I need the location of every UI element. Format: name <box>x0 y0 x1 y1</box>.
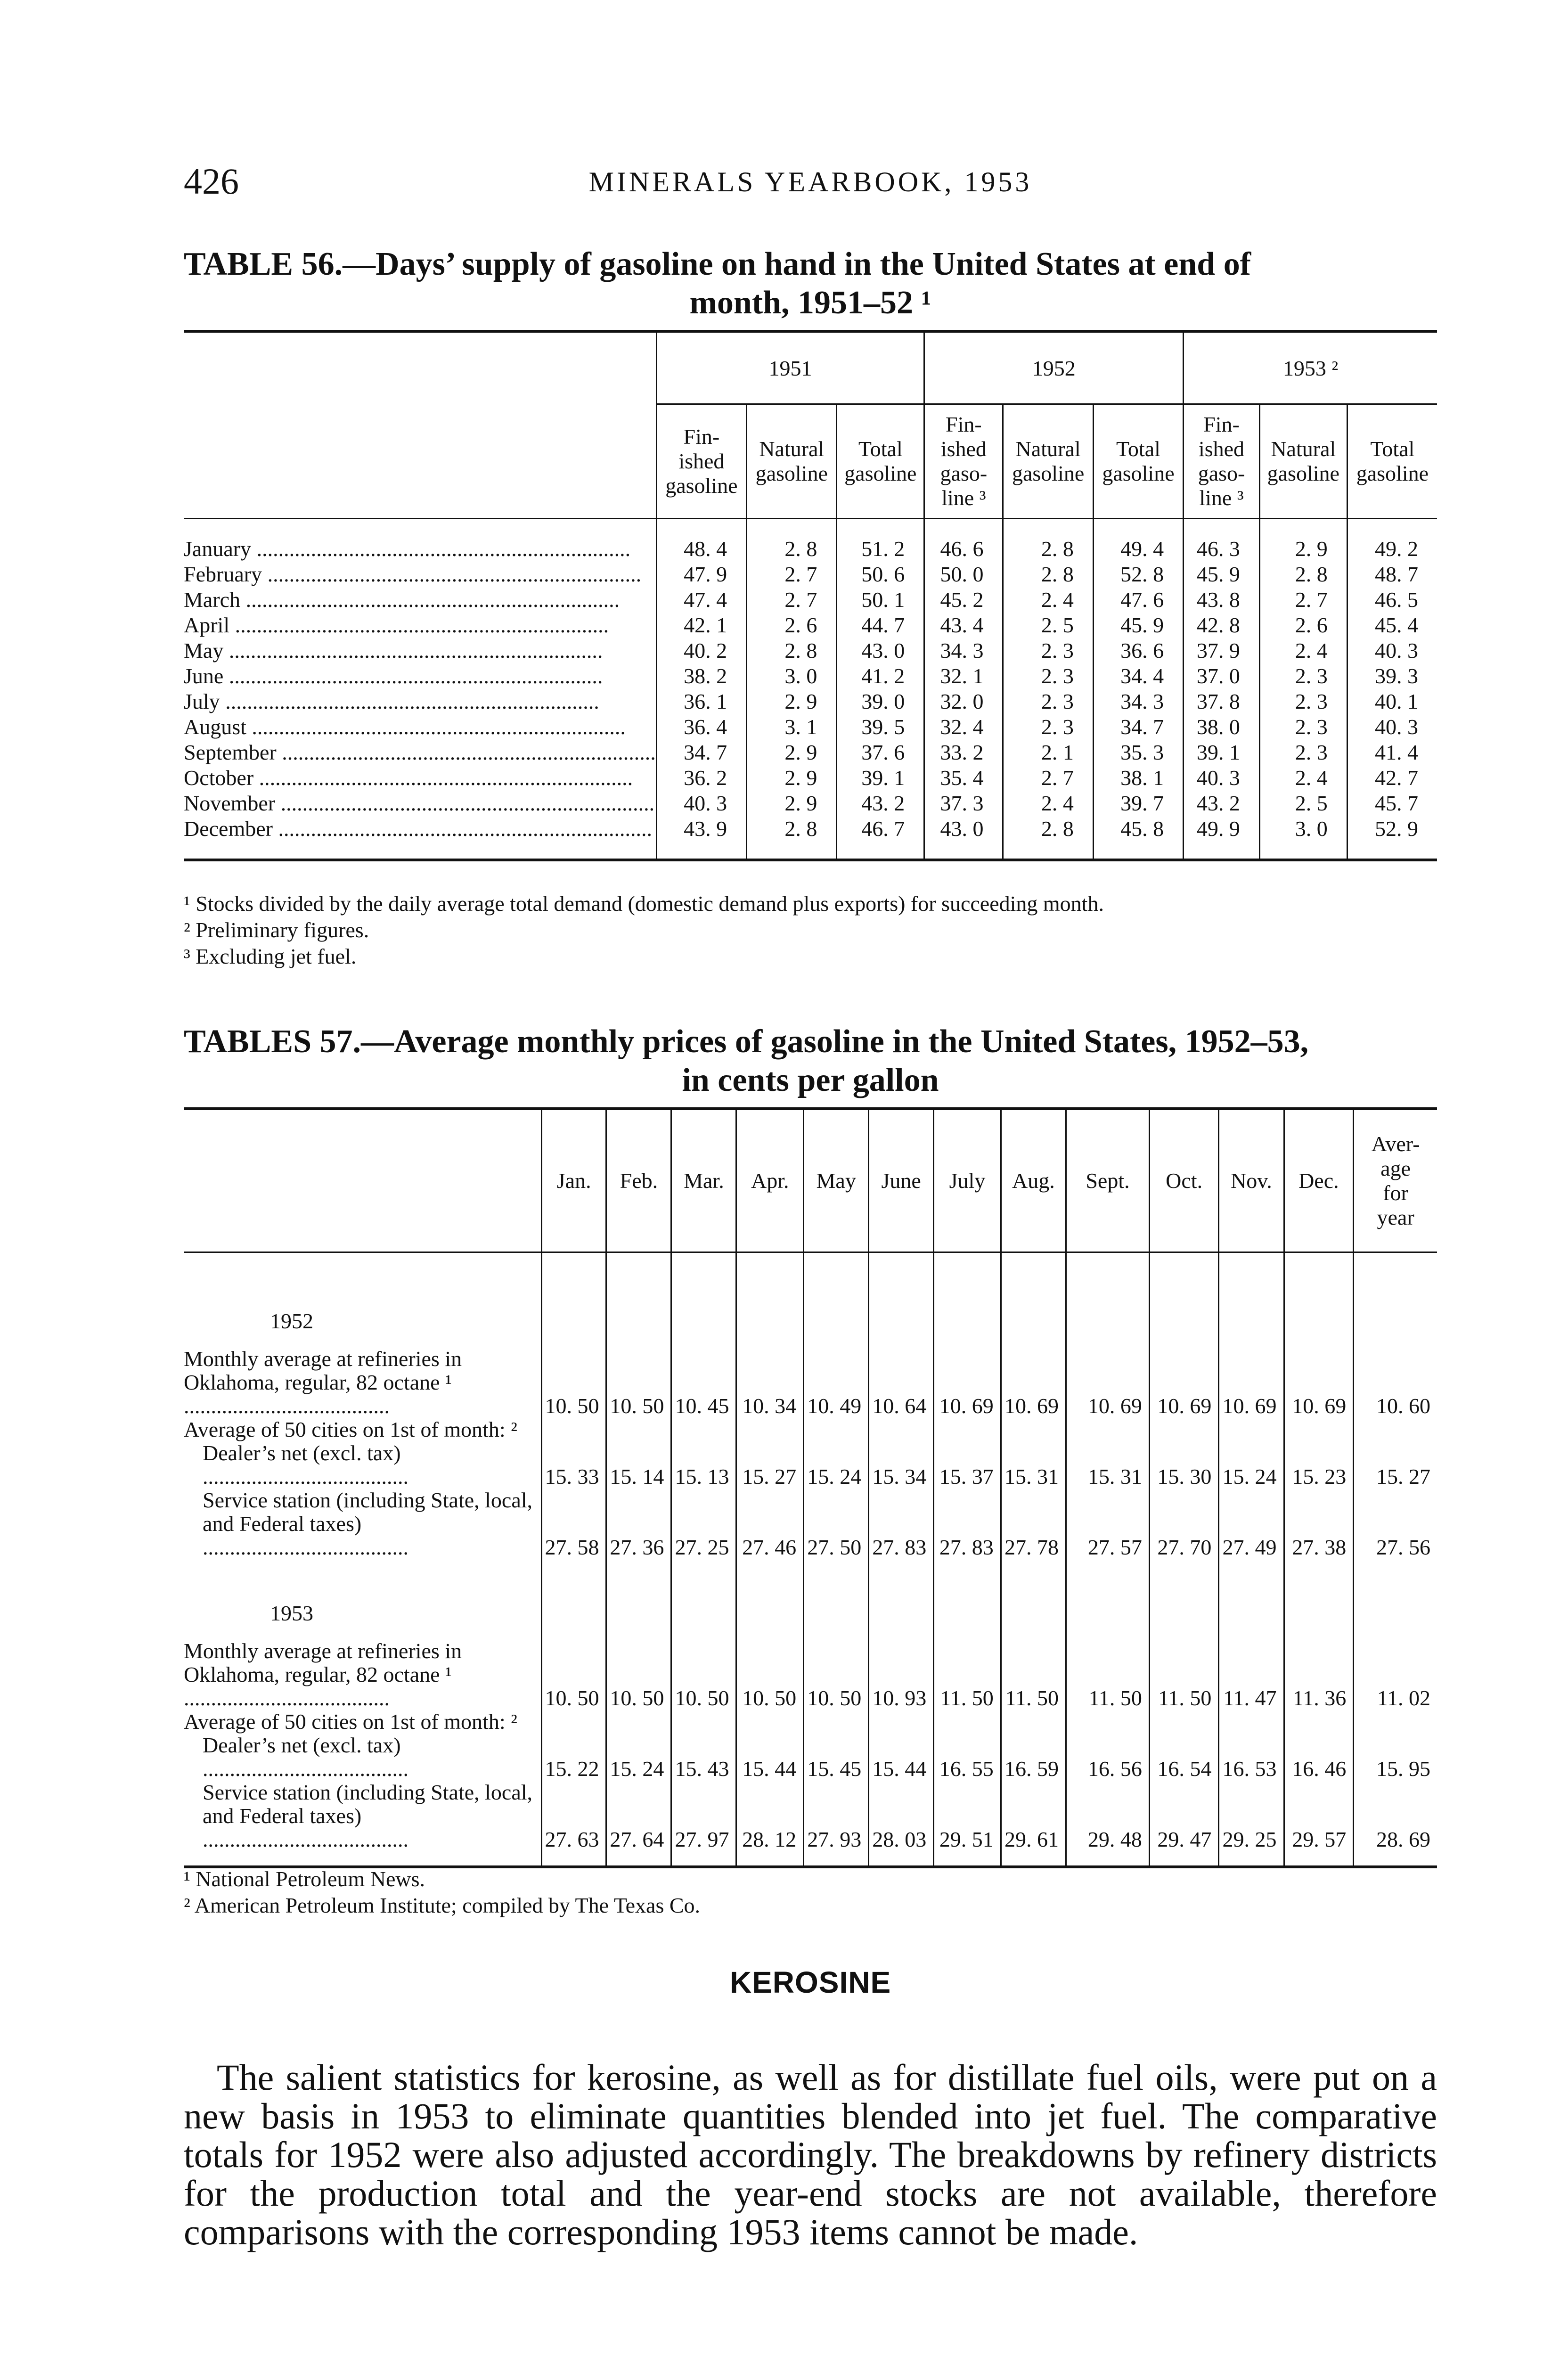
table57-cell: 16. 56 <box>1066 1734 1150 1781</box>
table57-cell: 27. 83 <box>934 1489 1001 1559</box>
table56-row <box>184 714 1437 740</box>
table56-cell: 2. 3 <box>1259 740 1347 765</box>
table56-caption <box>184 245 1437 322</box>
table56-cell: 2. 7 <box>747 562 837 587</box>
table56-cell: 2. 3 <box>1259 663 1347 689</box>
table57-cell: 27. 38 <box>1284 1489 1354 1559</box>
table56-cell: 46. 7 <box>837 816 924 842</box>
table57-cell: 29. 61 <box>1001 1781 1066 1851</box>
table56-cell: 2. 3 <box>1003 663 1093 689</box>
table56-cell: 45. 9 <box>1184 562 1260 587</box>
table57-cell: 10. 50 <box>606 1347 671 1418</box>
table56-col-head: Fin- ished gaso- line ³ <box>924 404 1003 519</box>
table56-cell: 2. 4 <box>1259 765 1347 791</box>
table57-label-text: Service station (including State, local, and Federal taxes) ..... <box>203 1780 532 1851</box>
table57-cell: 16. 59 <box>1001 1734 1066 1781</box>
table56-month: June ..... <box>184 663 656 689</box>
table56-col-head: Total gasoline <box>837 404 924 519</box>
table57-caption <box>184 1023 1437 1100</box>
table57-cell: 27. 25 <box>671 1489 736 1559</box>
table57-cell: 15. 27 <box>736 1441 804 1489</box>
table57-label-refinery <box>184 1639 541 1710</box>
table57-cell: 10. 69 <box>1066 1347 1150 1418</box>
table56-cell: 43. 4 <box>924 613 1003 638</box>
table56-cell: 2. 6 <box>1259 613 1347 638</box>
table56-cell: 34. 3 <box>1093 689 1183 714</box>
table56-cell: 40. 3 <box>1184 765 1260 791</box>
table57 <box>184 1107 1437 1868</box>
table56-row <box>184 562 1437 587</box>
table57-cell: 11. 36 <box>1284 1639 1354 1710</box>
table57-cell: 11. 50 <box>1149 1639 1218 1710</box>
table57-year: 1953 <box>270 1601 313 1625</box>
table56-row <box>184 638 1437 663</box>
table57-cell: 10. 69 <box>1284 1347 1354 1418</box>
table57-cell: 27. 58 <box>541 1489 606 1559</box>
table56-cell: 43. 2 <box>837 791 924 816</box>
table56-cell: 39. 1 <box>837 765 924 791</box>
table57-cell: 10. 34 <box>736 1347 804 1418</box>
table56-month: August ..... <box>184 714 656 740</box>
table57-row-refinery <box>184 1347 1437 1418</box>
table57-cell: 28. 12 <box>736 1781 804 1851</box>
table57-row-service <box>184 1781 1437 1851</box>
table56-year-1953: 1953 ² <box>1184 331 1437 404</box>
table56-month: January ..... <box>184 536 656 562</box>
table57-label-cities <box>184 1710 541 1734</box>
table56-cell: 52. 8 <box>1093 562 1183 587</box>
table56-year-1951: 1951 <box>656 331 924 404</box>
table56-cell: 2. 9 <box>1259 536 1347 562</box>
table56-cell: 51. 2 <box>837 536 924 562</box>
running-title: MINERALS YEARBOOK, 1953 <box>588 166 1032 197</box>
table56 <box>184 330 1437 861</box>
table57-col-head: Feb. <box>606 1109 671 1252</box>
table57-label-service <box>184 1781 541 1851</box>
table57-cell: 10. 50 <box>671 1639 736 1710</box>
table56-cell: 2. 3 <box>1003 689 1093 714</box>
table56-cell: 41. 2 <box>837 663 924 689</box>
table56-cell: 36. 1 <box>656 689 746 714</box>
table57-year: 1952 <box>270 1309 313 1333</box>
table56-cell: 36. 2 <box>656 765 746 791</box>
table57-cell: 27. 93 <box>804 1781 869 1851</box>
table56-col-head: Fin- ished gaso- line ³ <box>1184 404 1260 519</box>
table56-cell: 32. 1 <box>924 663 1003 689</box>
table56-footnote-3: ³ Excluding jet fuel. <box>184 944 357 968</box>
table56-cell: 37. 3 <box>924 791 1003 816</box>
table57-cell: 27. 63 <box>541 1781 606 1851</box>
table56-cell: 40. 2 <box>656 638 746 663</box>
table56-row <box>184 689 1437 714</box>
table57-label-service <box>184 1489 541 1559</box>
table57-cell: 10. 69 <box>1001 1347 1066 1418</box>
table56-cell: 3. 1 <box>747 714 837 740</box>
table56-month: February ..... <box>184 562 656 587</box>
table57-cell: 15. 14 <box>606 1441 671 1489</box>
table56-cell: 39. 0 <box>837 689 924 714</box>
table57-col-head: Nov. <box>1219 1109 1284 1252</box>
table57-cell: 10. 69 <box>1219 1347 1284 1418</box>
table56-month: July ..... <box>184 689 656 714</box>
table57-col-head: Mar. <box>671 1109 736 1252</box>
table57-label-dealer <box>184 1734 541 1781</box>
table56-cell: 37. 0 <box>1184 663 1260 689</box>
table56-cell: 34. 4 <box>1093 663 1183 689</box>
table56-col-head: Total gasoline <box>1347 404 1437 519</box>
table56-cell: 32. 0 <box>924 689 1003 714</box>
table57-cell: 28. 03 <box>869 1781 934 1851</box>
table56-cell: 2. 7 <box>747 587 837 613</box>
table56-cell: 40. 3 <box>1347 714 1437 740</box>
table57-cell: 10. 93 <box>869 1639 934 1710</box>
table57-row-refinery <box>184 1639 1437 1710</box>
table57-col-head: Oct. <box>1149 1109 1218 1252</box>
table56-cell: 2. 4 <box>1259 638 1347 663</box>
table57-row-cities <box>184 1418 1437 1441</box>
table56-cell: 36. 6 <box>1093 638 1183 663</box>
table56-cell: 3. 0 <box>1259 816 1347 842</box>
table57-row-dealer <box>184 1441 1437 1489</box>
table56-cell: 44. 7 <box>837 613 924 638</box>
table57-footnote-2: ² American Petroleum Institute; compiled by The Texas Co. <box>184 1893 701 1917</box>
table57-label-dealer <box>184 1441 541 1489</box>
table57-col-head: Apr. <box>736 1109 804 1252</box>
table56-cell: 52. 9 <box>1347 816 1437 842</box>
table57-cell: 15. 27 <box>1354 1441 1437 1489</box>
table57-cell: 29. 57 <box>1284 1781 1354 1851</box>
table57-row-cities <box>184 1710 1437 1734</box>
table56-cell: 2. 3 <box>1003 638 1093 663</box>
table56-month: October ..... <box>184 765 656 791</box>
table56-cell: 41. 4 <box>1347 740 1437 765</box>
table57-col-head: June <box>869 1109 934 1252</box>
table57-cell: 27. 64 <box>606 1781 671 1851</box>
table57-label-text: Service station (including State, local, and Federal taxes) ..... <box>203 1488 532 1559</box>
table57-label-text: Monthly average at refineries in Oklahoma, regular, 82 octane ¹ ..... <box>184 1347 462 1418</box>
table56-cell: 43. 0 <box>924 816 1003 842</box>
table56-cell: 2. 9 <box>747 765 837 791</box>
table57-cell: 15. 24 <box>606 1734 671 1781</box>
table57-cell: 29. 51 <box>934 1781 1001 1851</box>
page-number: 426 <box>184 161 239 202</box>
table57-col-head: Aug. <box>1001 1109 1066 1252</box>
table56-cell: 2. 8 <box>747 816 837 842</box>
table56-caption-line2: month, 1951–52 ¹ <box>689 285 931 321</box>
table57-cell: 16. 54 <box>1149 1734 1218 1781</box>
table56-stub-head <box>184 331 656 404</box>
table56-tail <box>184 842 1437 860</box>
table56-cell: 50. 6 <box>837 562 924 587</box>
table56-cell: 2. 9 <box>747 740 837 765</box>
table56-cell: 49. 9 <box>1184 816 1260 842</box>
table56-row <box>184 740 1437 765</box>
table56-cell: 2. 3 <box>1003 714 1093 740</box>
table56-cell: 42. 1 <box>656 613 746 638</box>
table57-cell: 10. 64 <box>869 1347 934 1418</box>
table56-cell: 42. 8 <box>1184 613 1260 638</box>
table57-row-dealer <box>184 1734 1437 1781</box>
table57-cell: 28. 69 <box>1354 1781 1437 1851</box>
table57-cell: 15. 24 <box>804 1441 869 1489</box>
table57-cell: 15. 22 <box>541 1734 606 1781</box>
table56-cell: 2. 3 <box>1259 689 1347 714</box>
table57-cell: 15. 23 <box>1284 1441 1354 1489</box>
table57-cell: 11. 50 <box>1001 1639 1066 1710</box>
table56-cell: 39. 7 <box>1093 791 1183 816</box>
table56-cell: 45. 2 <box>924 587 1003 613</box>
table57-cell: 15. 45 <box>804 1734 869 1781</box>
table56-cell: 3. 0 <box>747 663 837 689</box>
table56-col-head: Natural gasoline <box>1259 404 1347 519</box>
table56-cell: 33. 2 <box>924 740 1003 765</box>
table56-cell: 40. 3 <box>1347 638 1437 663</box>
table57-label-refinery <box>184 1347 541 1418</box>
table56-caption-line1: TABLE 56.—Days’ supply of gasoline on hand in the United States at end of <box>184 246 1251 282</box>
table56-cell: 38. 1 <box>1093 765 1183 791</box>
table57-cell: 27. 36 <box>606 1489 671 1559</box>
table56-cell: 37. 8 <box>1184 689 1260 714</box>
table57-year-row <box>184 1267 1437 1333</box>
table56-month: November ..... <box>184 791 656 816</box>
table56-cell: 2. 8 <box>1003 816 1093 842</box>
table57-col-head: May <box>804 1109 869 1252</box>
table56-cell: 2. 8 <box>1259 562 1347 587</box>
table57-col-head: Dec. <box>1284 1109 1354 1252</box>
table56-col-head: Natural gasoline <box>747 404 837 519</box>
table56-cell: 2. 3 <box>1259 714 1347 740</box>
table56-cell: 2. 8 <box>1003 562 1093 587</box>
table57-cell: 16. 53 <box>1219 1734 1284 1781</box>
table56-cell: 36. 4 <box>656 714 746 740</box>
table57-cell: 10. 69 <box>934 1347 1001 1418</box>
table57-cell: 27. 97 <box>671 1781 736 1851</box>
table56-year-1952: 1952 <box>924 331 1184 404</box>
table57-cell: 27. 57 <box>1066 1489 1150 1559</box>
table57-cell: 10. 50 <box>606 1639 671 1710</box>
table57-cell: 15. 30 <box>1149 1441 1218 1489</box>
table57-cell: 10. 50 <box>541 1639 606 1710</box>
table56-cell: 35. 3 <box>1093 740 1183 765</box>
table56-footnote-1: ¹ Stocks divided by the daily average total demand (domestic demand plus exports) for succeeding month. <box>184 892 1104 916</box>
table56-cell: 40. 3 <box>656 791 746 816</box>
table57-cell: 10. 45 <box>671 1347 736 1418</box>
table57-cell: 11. 50 <box>1066 1639 1150 1710</box>
table56-cell: 45. 7 <box>1347 791 1437 816</box>
table56-cell: 46. 5 <box>1347 587 1437 613</box>
table56-cell: 50. 1 <box>837 587 924 613</box>
table56-cell: 2. 8 <box>747 638 837 663</box>
table56-cell: 2. 5 <box>1003 613 1093 638</box>
table57-year-row <box>184 1559 1437 1625</box>
table57-col-head: Aver- age for year <box>1354 1109 1437 1252</box>
table56-cell: 50. 0 <box>924 562 1003 587</box>
table57-cell: 10. 69 <box>1149 1347 1218 1418</box>
table56-cell: 38. 2 <box>656 663 746 689</box>
table57-cell: 15. 37 <box>934 1441 1001 1489</box>
table57-cell: 27. 83 <box>869 1489 934 1559</box>
table57-cell: 15. 13 <box>671 1441 736 1489</box>
table56-footnotes <box>184 891 1437 970</box>
table57-cell: 27. 49 <box>1219 1489 1284 1559</box>
table56-col-head: Natural gasoline <box>1003 404 1093 519</box>
table56-cell: 2. 7 <box>1259 587 1347 613</box>
table56-cell: 43. 8 <box>1184 587 1260 613</box>
table56-cell: 2. 9 <box>747 791 837 816</box>
table57-spacer <box>184 1252 1437 1268</box>
table57-caption-line1: TABLES 57.—Average monthly prices of gasoline in the United States, 1952–53, <box>184 1023 1309 1060</box>
table56-row <box>184 791 1437 816</box>
table56-cell: 2. 6 <box>747 613 837 638</box>
table57-label-text: Average of 50 cities on 1st of month: ² <box>184 1710 517 1734</box>
table56-cell: 34. 3 <box>924 638 1003 663</box>
table56-cell: 45. 8 <box>1093 816 1183 842</box>
table56-footnote-2: ² Preliminary figures. <box>184 918 369 942</box>
table56-cell: 2. 7 <box>1003 765 1093 791</box>
table56-month: April ..... <box>184 613 656 638</box>
table56-cell: 43. 2 <box>1184 791 1260 816</box>
table57-cell: 11. 50 <box>934 1639 1001 1710</box>
table56-cell: 45. 9 <box>1093 613 1183 638</box>
table57-footnote-1: ¹ National Petroleum News. <box>184 1867 425 1891</box>
table57-label-text: Dealer’s net (excl. tax) ..... <box>203 1441 408 1489</box>
table56-cell: 34. 7 <box>1093 714 1183 740</box>
table57-cell: 10. 50 <box>804 1639 869 1710</box>
table57-cell: 27. 70 <box>1149 1489 1218 1559</box>
table56-month: September ..... <box>184 740 656 765</box>
table56-cell: 39. 3 <box>1347 663 1437 689</box>
table57-cell: 15. 43 <box>671 1734 736 1781</box>
table57-cell: 10. 60 <box>1354 1347 1437 1418</box>
table56-row <box>184 765 1437 791</box>
table57-cell: 10. 50 <box>736 1639 804 1710</box>
table56-col-head: Total gasoline <box>1093 404 1183 519</box>
table56-cell: 2. 4 <box>1003 791 1093 816</box>
table56-month: March ..... <box>184 587 656 613</box>
table56-cell: 46. 6 <box>924 536 1003 562</box>
table56-row <box>184 613 1437 638</box>
table57-col-head: Jan. <box>541 1109 606 1252</box>
table57-label-text: Monthly average at refineries in Oklahoma, regular, 82 octane ¹ ..... <box>184 1639 462 1710</box>
table56-cell: 47. 6 <box>1093 587 1183 613</box>
table57-cell: 27. 46 <box>736 1489 804 1559</box>
table56-cell: 47. 9 <box>656 562 746 587</box>
table56-cell: 49. 2 <box>1347 536 1437 562</box>
table56-cell: 37. 6 <box>837 740 924 765</box>
table56-cell: 2. 1 <box>1003 740 1093 765</box>
table56-cell: 42. 7 <box>1347 765 1437 791</box>
section-heading: KEROSINE <box>729 1965 891 1999</box>
table57-cell: 29. 25 <box>1219 1781 1284 1851</box>
table56-cell: 32. 4 <box>924 714 1003 740</box>
table56-cell: 37. 9 <box>1184 638 1260 663</box>
table57-col-head: Sept. <box>1066 1109 1150 1252</box>
table56-col-head: Fin- ished gasoline <box>656 404 746 519</box>
table57-cell: 27. 50 <box>804 1489 869 1559</box>
table57-cell: 29. 48 <box>1066 1781 1150 1851</box>
table56-cell: 48. 7 <box>1347 562 1437 587</box>
table57-cell: 27. 56 <box>1354 1489 1437 1559</box>
table56-cell: 45. 4 <box>1347 613 1437 638</box>
table57-label-text: Dealer’s net (excl. tax) ..... <box>203 1733 408 1781</box>
table57-label-text: Average of 50 cities on 1st of month: ² <box>184 1417 517 1441</box>
table57-stub-head <box>184 1109 541 1252</box>
table56-month: December ..... <box>184 816 656 842</box>
table56-cell: 2. 4 <box>1003 587 1093 613</box>
table57-row-service <box>184 1489 1437 1559</box>
table56-cell: 39. 5 <box>837 714 924 740</box>
table57-cell: 10. 50 <box>541 1347 606 1418</box>
table57-cell: 15. 44 <box>736 1734 804 1781</box>
table57-cell: 10. 49 <box>804 1347 869 1418</box>
table57-cell: 11. 02 <box>1354 1639 1437 1710</box>
table56-cell: 39. 1 <box>1184 740 1260 765</box>
table57-caption-line2: in cents per gallon <box>682 1062 939 1098</box>
table56-cell: 2. 9 <box>747 689 837 714</box>
table56-row <box>184 663 1437 689</box>
table57-col-head: July <box>934 1109 1001 1252</box>
table57-cell: 11. 47 <box>1219 1639 1284 1710</box>
table57-cell: 16. 55 <box>934 1734 1001 1781</box>
table57-cell: 15. 95 <box>1354 1734 1437 1781</box>
table57-cell: 15. 33 <box>541 1441 606 1489</box>
table56-cell: 35. 4 <box>924 765 1003 791</box>
table56-row <box>184 816 1437 842</box>
table56-cell: 40. 1 <box>1347 689 1437 714</box>
table56-row <box>184 587 1437 613</box>
table56-cell: 43. 0 <box>837 638 924 663</box>
table56-cell: 2. 8 <box>1003 536 1093 562</box>
table57-footnotes <box>184 1866 1437 1919</box>
table56-cell: 46. 3 <box>1184 536 1260 562</box>
table57-cell: 15. 44 <box>869 1734 934 1781</box>
table56-cell: 38. 0 <box>1184 714 1260 740</box>
table56-cell: 2. 8 <box>747 536 837 562</box>
table57-cell: 15. 34 <box>869 1441 934 1489</box>
table56-row <box>184 536 1437 562</box>
body-paragraph: The salient statistics for kerosine, as well as for distillate fuel oils, were put on a new basis in 1953 to eliminate quantities blended into jet fuel. The comparative totals for 1952 were also adjusted accordingly. The breakdowns by refinery districts for the production total and the year-end stocks are not available, therefore comparisons with the corresponding 1953 items cannot be made. <box>184 2057 1437 2252</box>
table56-cell: 43. 9 <box>656 816 746 842</box>
table57-cell: 15. 31 <box>1001 1441 1066 1489</box>
table57-label-cities <box>184 1418 541 1441</box>
table57-cell: 29. 47 <box>1149 1781 1218 1851</box>
table57-cell: 27. 78 <box>1001 1489 1066 1559</box>
table57-cell: 16. 46 <box>1284 1734 1354 1781</box>
table56-cell: 49. 4 <box>1093 536 1183 562</box>
table56-cell: 47. 4 <box>656 587 746 613</box>
table57-cell: 15. 24 <box>1219 1441 1284 1489</box>
table56-cell: 34. 7 <box>656 740 746 765</box>
table56-cell: 2. 5 <box>1259 791 1347 816</box>
table56-cell: 48. 4 <box>656 536 746 562</box>
table57-cell: 15. 31 <box>1066 1441 1150 1489</box>
page-header <box>184 160 1437 212</box>
table56-month: May ..... <box>184 638 656 663</box>
